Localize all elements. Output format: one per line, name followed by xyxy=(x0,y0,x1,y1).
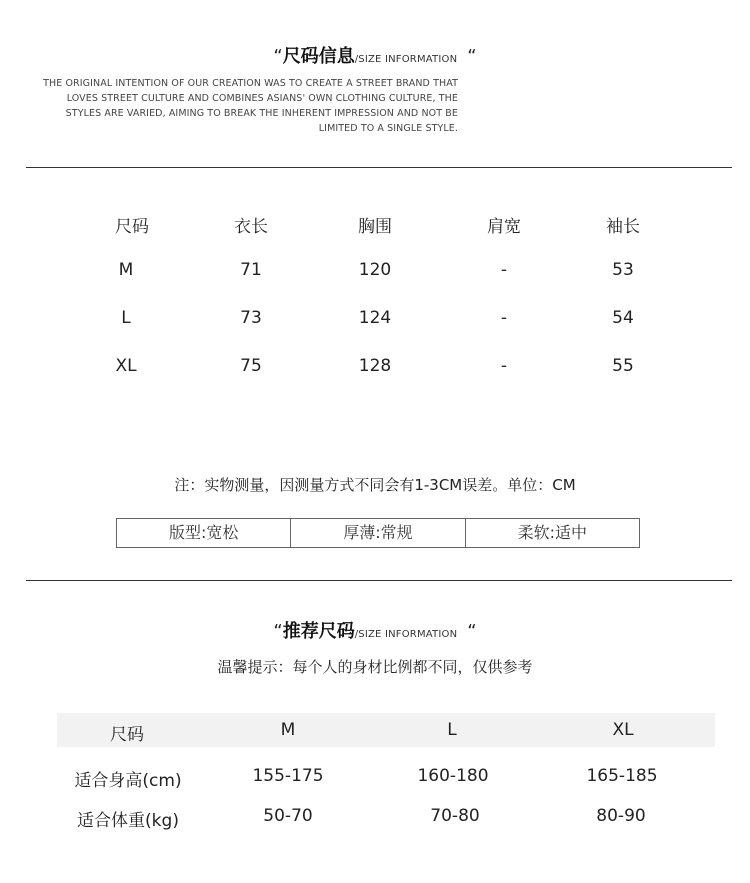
recommend-tip: 温馨提示：每个人的身材比例都不同，仅供参考 xyxy=(217,658,533,676)
divider xyxy=(26,580,732,581)
col-header: M xyxy=(280,720,296,740)
table-cell: 80-90 xyxy=(596,806,646,826)
table-cell: M xyxy=(118,260,134,280)
intro-line: LOVES STREET CULTURE AND COMBINES ASIANS' OWN CLOTHING CULTURE, THE xyxy=(66,93,458,104)
col-header: XL xyxy=(612,720,634,740)
trait-thickness: 厚薄:常规 xyxy=(291,519,465,547)
table-cell: 124 xyxy=(358,308,392,328)
table-cell: XL xyxy=(115,356,137,376)
table-cell: - xyxy=(500,308,508,328)
table-cell: 128 xyxy=(358,356,392,376)
title-en: /SIZE INFORMATION xyxy=(354,54,458,65)
title-en: /SIZE INFORMATION xyxy=(354,629,458,640)
intro-line: THE ORIGINAL INTENTION OF OUR CREATION WAS TO CREATE A STREET BRAND THAT xyxy=(43,78,458,89)
fit-traits xyxy=(116,518,640,548)
table-cell: 71 xyxy=(240,260,262,280)
table-cell: 75 xyxy=(240,356,262,376)
divider xyxy=(26,167,732,168)
table-cell: 73 xyxy=(240,308,262,328)
table-cell: - xyxy=(500,260,508,280)
size-info-title xyxy=(0,42,750,68)
col-header: 尺码 xyxy=(110,725,144,745)
table-cell: - xyxy=(500,356,508,376)
table-cell: L xyxy=(121,308,131,328)
measurement-note: 注：实物测量，因测量方式不同会有1-3CM误差。单位：CM xyxy=(174,476,576,494)
intro-line: LIMITED TO A SINGLE STYLE. xyxy=(318,123,458,134)
col-header: 肩宽 xyxy=(487,217,521,237)
col-header: L xyxy=(447,720,457,740)
intro-text xyxy=(20,76,458,136)
title-cn: 推荐尺码 xyxy=(282,621,355,642)
col-header: 衣长 xyxy=(234,217,268,237)
table-cell: 120 xyxy=(358,260,392,280)
col-header: 尺码 xyxy=(115,217,149,237)
table-cell: 160-180 xyxy=(417,766,489,786)
recommend-title xyxy=(0,617,750,643)
intro-line: STYLES ARE VARIED, AIMING TO BREAK THE INHERENT IMPRESSION AND NOT BE xyxy=(65,108,458,119)
title-cn: 尺码信息 xyxy=(282,46,355,67)
col-header: 胸围 xyxy=(358,217,392,237)
table-cell: 54 xyxy=(612,308,634,328)
table-cell: 155-175 xyxy=(252,766,324,786)
table-cell: 53 xyxy=(612,260,634,280)
table-cell: 50-70 xyxy=(263,806,313,826)
col-header: 袖长 xyxy=(606,217,640,237)
table-cell: 适合身高(cm) xyxy=(74,771,182,791)
table-cell: 55 xyxy=(612,356,634,376)
quote-open: “ xyxy=(273,621,283,642)
table-cell: 70-80 xyxy=(430,806,480,826)
quote-close: “ xyxy=(467,46,477,67)
quote-close: “ xyxy=(467,621,477,642)
table-cell: 适合体重(kg) xyxy=(77,811,179,831)
trait-softness: 柔软:适中 xyxy=(517,523,588,542)
table-cell: 165-185 xyxy=(586,766,658,786)
quote-open: “ xyxy=(273,46,283,67)
trait-fit: 版型:宽松 xyxy=(117,519,291,547)
